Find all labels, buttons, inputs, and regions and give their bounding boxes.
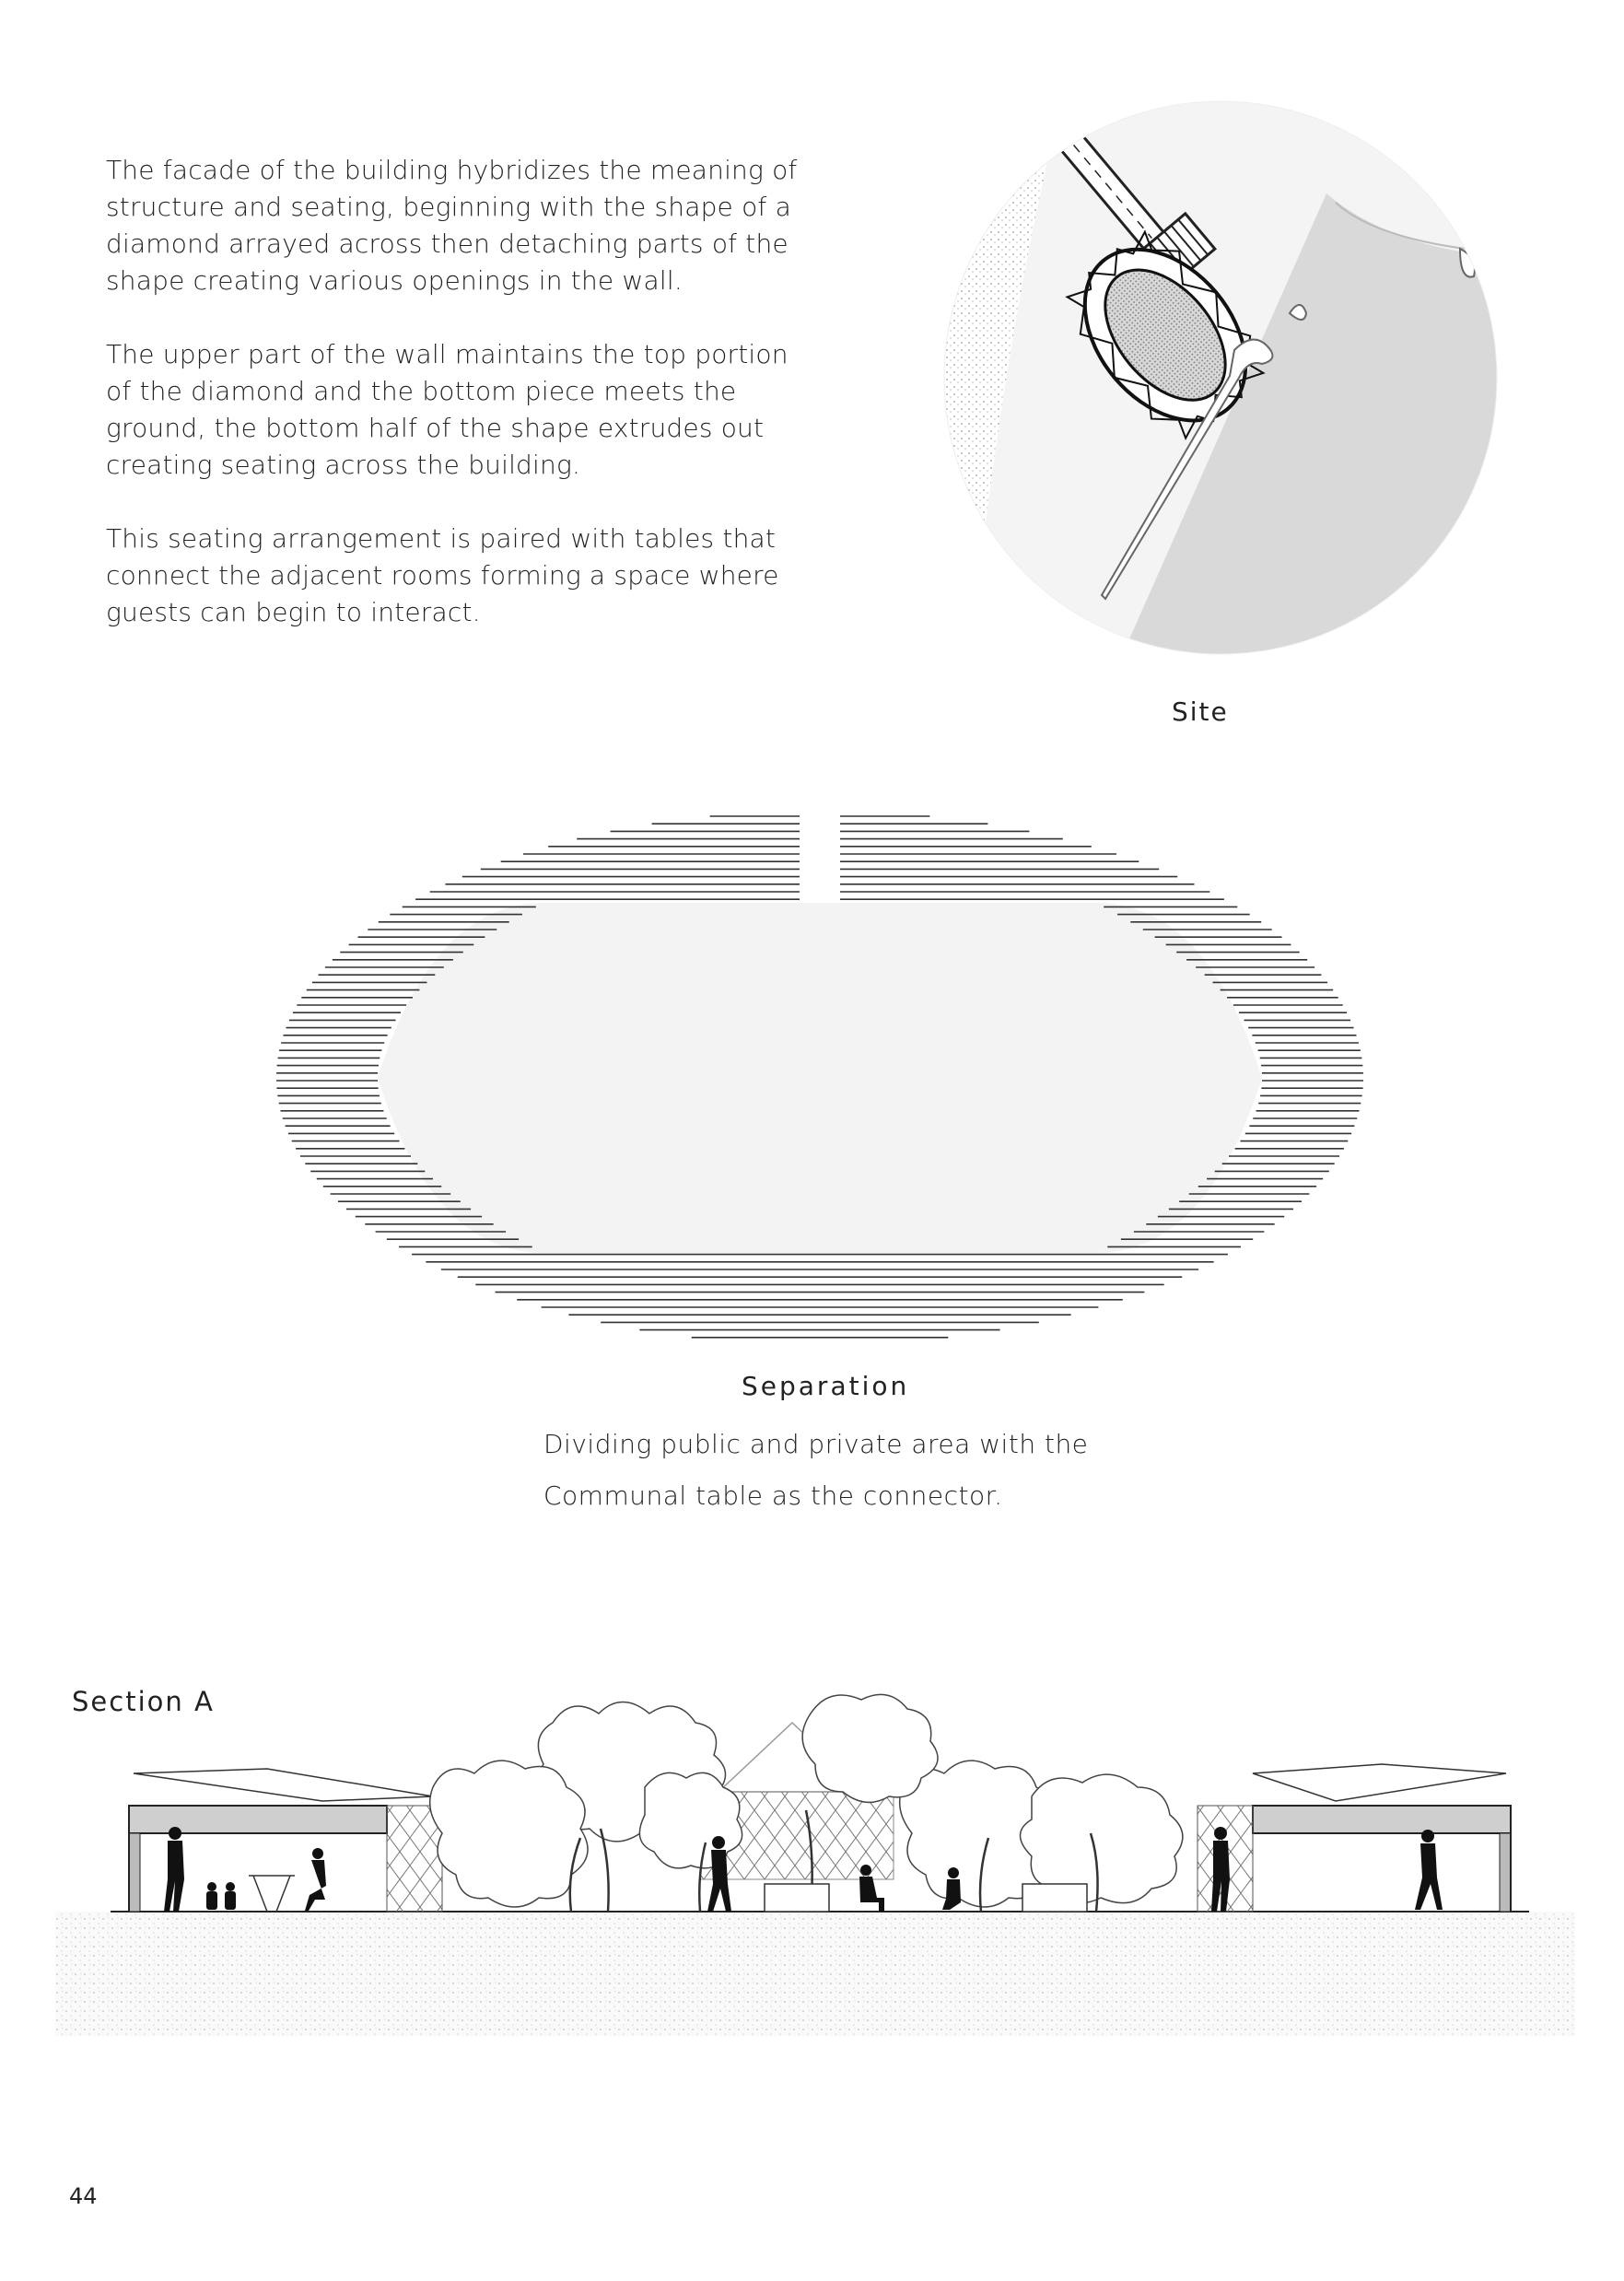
separation-inner-area: [378, 903, 1262, 1253]
separation-caption: Dividing public and private area with the Communal table as the connector.: [543, 1429, 1089, 1511]
page-number: 44: [69, 2183, 98, 2209]
section-a-drawing: [55, 1686, 1575, 2110]
intro-paragraph-2: The upper part of the wall maintains the top portion of the diamond and the bottom piece meets the ground, the bottom half of the shape extrudes out creating seating across the building.: [106, 339, 789, 480]
intro-paragraph-1: The facade of the building hybridizes the meaning of structure and seating, beginning with the shape of a diamond arrayed across then detaching parts of the shape creating various openings in the wall.: [106, 155, 798, 296]
intro-text: [106, 152, 806, 668]
separation-plan-drawing: [276, 811, 1363, 1345]
site-label: Site: [1172, 696, 1229, 727]
site-plan-drawing: [930, 83, 1511, 673]
separation-title: Separation: [742, 1371, 910, 1401]
section-a-label: Section A: [72, 1686, 215, 1717]
intro-paragraph-3: This seating arrangement is paired with tables that connect the adjacent rooms forming a space where guests can begin to interact.: [106, 523, 779, 627]
